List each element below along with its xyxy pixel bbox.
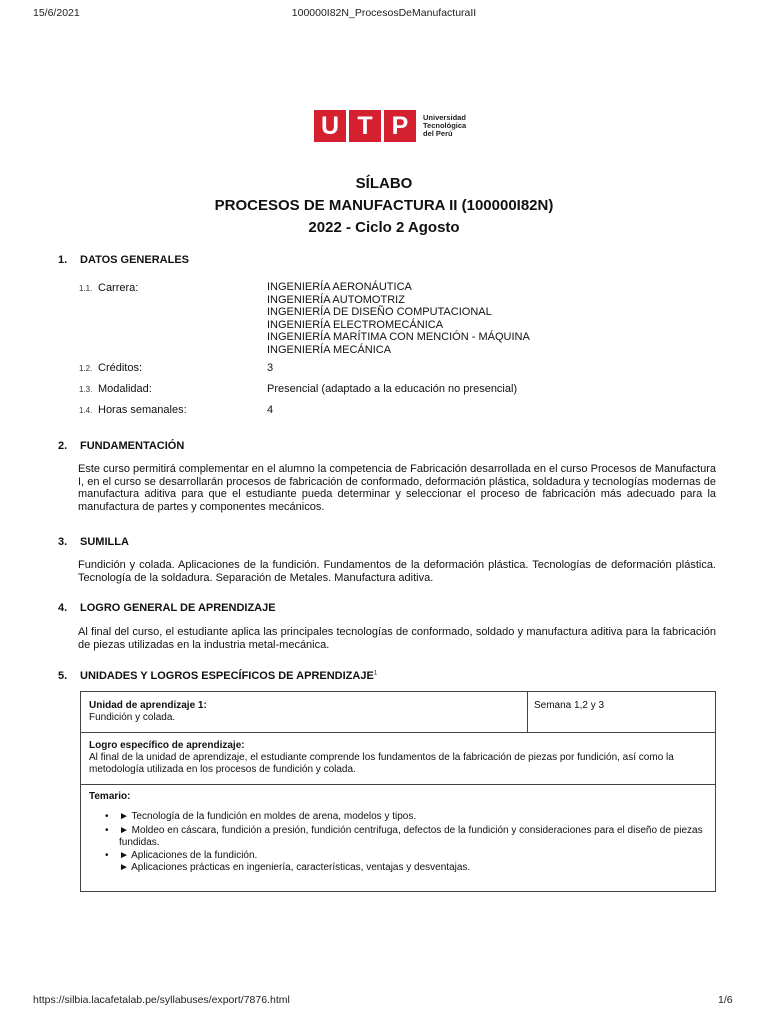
page-number: 1/6 bbox=[718, 994, 733, 1006]
footnote-marker[interactable]: 1 bbox=[373, 670, 378, 677]
sumilla-text: Fundición y colada. Aplicaciones de la fundición. Fundamentos de la deformación plástica. Tecnologías de deformación plástica. Tecnología de la soldadura. Separación de Metales. Manufactura aditiva. bbox=[78, 559, 716, 584]
logo-letter-u: U bbox=[314, 110, 346, 142]
carrera-label: Carrera: bbox=[98, 282, 139, 294]
section-heading-unidades: 5. UNIDADES Y LOGROS ESPECÍFICOS DE APRENDIZAJE$^1$ bbox=[58, 670, 378, 682]
unit-table bbox=[80, 691, 716, 892]
logro-especifico-text: Al final de la unidad de aprendizaje, el estudiante comprende los fundamentos de la fabricación de piezas por fundición, así como la metodología utilizada en los procesos de fundición y colada. bbox=[89, 752, 674, 775]
temario-item: ► Aplicaciones de la fundición. bbox=[119, 850, 258, 861]
horas-value: 4 bbox=[267, 404, 274, 416]
horas-label: Horas semanales: bbox=[98, 404, 187, 416]
logro-especifico-title: Logro específico de aprendizaje: bbox=[89, 740, 245, 751]
unit-title-cell bbox=[81, 692, 528, 732]
utp-logo bbox=[314, 110, 466, 142]
unit-logro-row bbox=[81, 733, 715, 785]
temario-item: ► Moldeo en cáscara, fundición a presión, fundición centrifuga, defectos de la fundición y consideraciones para el diseño de piezas fundidas. bbox=[119, 825, 703, 848]
temario-item: ► Tecnología de la fundición en moldes de arena, modelos y tipos. bbox=[119, 811, 417, 822]
section-heading-sumilla: 3. SUMILLA bbox=[58, 536, 129, 548]
cycle-title: 2022 - Ciclo 2 Agosto bbox=[308, 219, 460, 236]
item-number: 1.4. bbox=[79, 406, 93, 415]
logo-letter-t: T bbox=[349, 110, 381, 142]
print-doc-title: 100000I82N_ProcesosDeManufacturaII bbox=[291, 7, 477, 19]
item-number: 1.1. bbox=[79, 284, 93, 293]
unit-name: Fundición y colada. bbox=[89, 712, 176, 723]
section-heading-datos-generales: 1. DATOS GENERALES bbox=[58, 254, 189, 266]
unit-header-row bbox=[81, 692, 715, 733]
bullet: • bbox=[105, 825, 109, 836]
carrera-values: INGENIERÍA AERONÁUTICA INGENIERÍA AUTOMOTRIZ INGENIERÍA DE DISEÑO COMPUTACIONAL INGENIERÍA ELECTROMECÁNICA INGENIERÍA MARÍTIMA CON MENCIÓN - MÁQUINA INGENIERÍA MECÁNICA bbox=[267, 281, 530, 356]
fundamentacion-text: Este curso permitirá complementar en el alumno la competencia de Fabricación desarrollada en el curso Procesos de Manufactura I, en el curso se desarrollarán procesos de fabricación de conformado, deformación plástica, soldadura y tecnologías modernas de manufactura aditiva para que el estudiante pueda determinar y seleccionar el proceso de fabricación más adecuado para la manufactura de partes y componentes mecánicos. bbox=[78, 463, 716, 513]
modalidad-value: Presencial (adaptado a la educación no presencial) bbox=[267, 383, 518, 395]
temario-item: ► Aplicaciones prácticas en ingeniería, características, ventajas y desventajas. bbox=[119, 862, 471, 873]
logro-general-text: Al final del curso, el estudiante aplica las principales tecnologías de conformado, soldado y manufactura aditiva para la fabricación de piezas utilizadas en la industria metal-mecánica. bbox=[78, 626, 716, 651]
section-heading-logro-general: 4. LOGRO GENERAL DE APRENDIZAJE bbox=[58, 602, 276, 614]
unit-title: Unidad de aprendizaje 1: bbox=[89, 700, 207, 711]
print-date: 15/6/2021 bbox=[33, 7, 80, 19]
logo-letter-p: P bbox=[384, 110, 416, 142]
bullet: • bbox=[105, 811, 109, 822]
modalidad-label: Modalidad: bbox=[98, 383, 152, 395]
course-title: PROCESOS DE MANUFACTURA II (100000I82N) bbox=[214, 197, 554, 214]
item-number: 1.2. bbox=[79, 364, 93, 373]
temario-title: Temario: bbox=[89, 791, 131, 802]
creditos-value: 3 bbox=[267, 362, 274, 374]
unit-temario-row bbox=[81, 785, 715, 891]
print-url[interactable]: https://silbia.lacafetalab.pe/syllabuses/export/7876.html bbox=[33, 994, 290, 1006]
logo-university-name: Universidad Tecnológica del Perú bbox=[423, 113, 467, 138]
section-heading-fundamentacion: 2. FUNDAMENTACIÓN bbox=[58, 440, 185, 452]
bullet: • bbox=[105, 850, 109, 861]
unit-weeks: Semana 1,2 y 3 bbox=[534, 700, 605, 711]
item-number: 1.3. bbox=[79, 385, 93, 394]
creditos-label: Créditos: bbox=[98, 362, 143, 374]
syllabus-title: SÍLABO bbox=[355, 175, 413, 192]
